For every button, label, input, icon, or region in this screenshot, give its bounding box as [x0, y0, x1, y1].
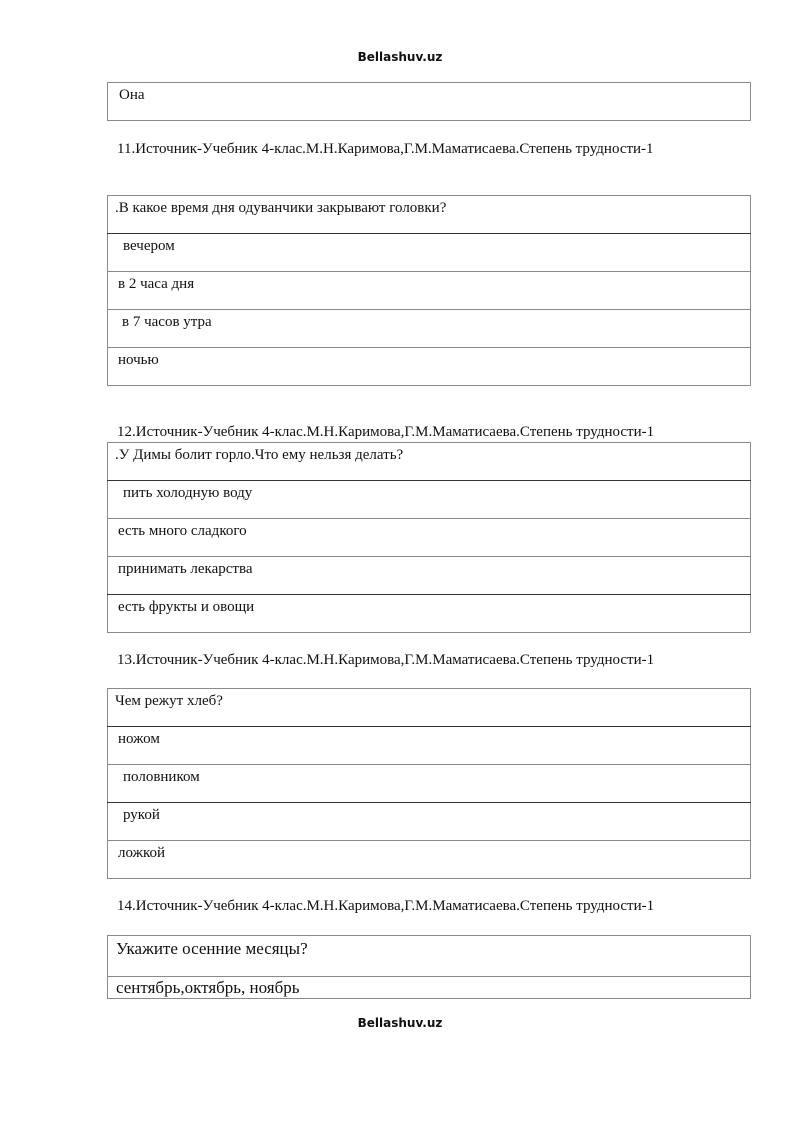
answer-option: есть много сладкого	[108, 519, 751, 557]
question-text: Чем режут хлеб?	[108, 689, 751, 727]
answer-cell: Она	[108, 83, 751, 121]
answer-option: рукой	[108, 803, 751, 841]
question-table-12	[107, 442, 751, 633]
question-source-14: 14.Источник-Учебник 4-клас.М.Н.Каримова,Г.М.Маматисаева.Степень трудности-1	[117, 898, 655, 914]
answer-option: ложкой	[108, 841, 751, 879]
answer-option: ночью	[108, 348, 751, 386]
question-text: .У Димы болит горло.Что ему нельзя делать?	[108, 443, 751, 481]
answer-option: пить холодную воду	[108, 481, 751, 519]
page-header-site: Bellashuv.uz	[357, 50, 443, 64]
question-table-14	[107, 935, 751, 999]
question-text: .В какое время дня одуванчики закрывают головки?	[108, 196, 751, 234]
answer-option: вечером	[108, 234, 751, 272]
question-source-12: 12.Источник-Учебник 4-клас.М.Н.Каримова,Г.М.Маматисаева.Степень трудности-1	[117, 424, 655, 440]
question-source-11: 11.Источник-Учебник 4-клас.М.Н.Каримова,Г.М.Маматисаева.Степень трудности-1	[117, 141, 654, 157]
question-table-13	[107, 688, 751, 879]
question-source-13: 13.Источник-Учебник 4-клас.М.Н.Каримова,Г.М.Маматисаева.Степень трудности-1	[117, 652, 655, 668]
answer-option: в 7 часов утра	[108, 310, 751, 348]
answer-table-prev	[107, 82, 751, 121]
answer-option: половником	[108, 765, 751, 803]
question-text: Укажите осенние месяцы?	[108, 936, 751, 977]
answer-option: ножом	[108, 727, 751, 765]
answer-option: принимать лекарства	[108, 557, 751, 595]
page-footer-site: Bellashuv.uz	[357, 1016, 443, 1030]
answer-option: есть фрукты и овощи	[108, 595, 751, 633]
question-table-11	[107, 195, 751, 386]
answer-option: в 2 часа дня	[108, 272, 751, 310]
answer-option: сентябрь,октябрь, ноябрь	[108, 977, 751, 999]
